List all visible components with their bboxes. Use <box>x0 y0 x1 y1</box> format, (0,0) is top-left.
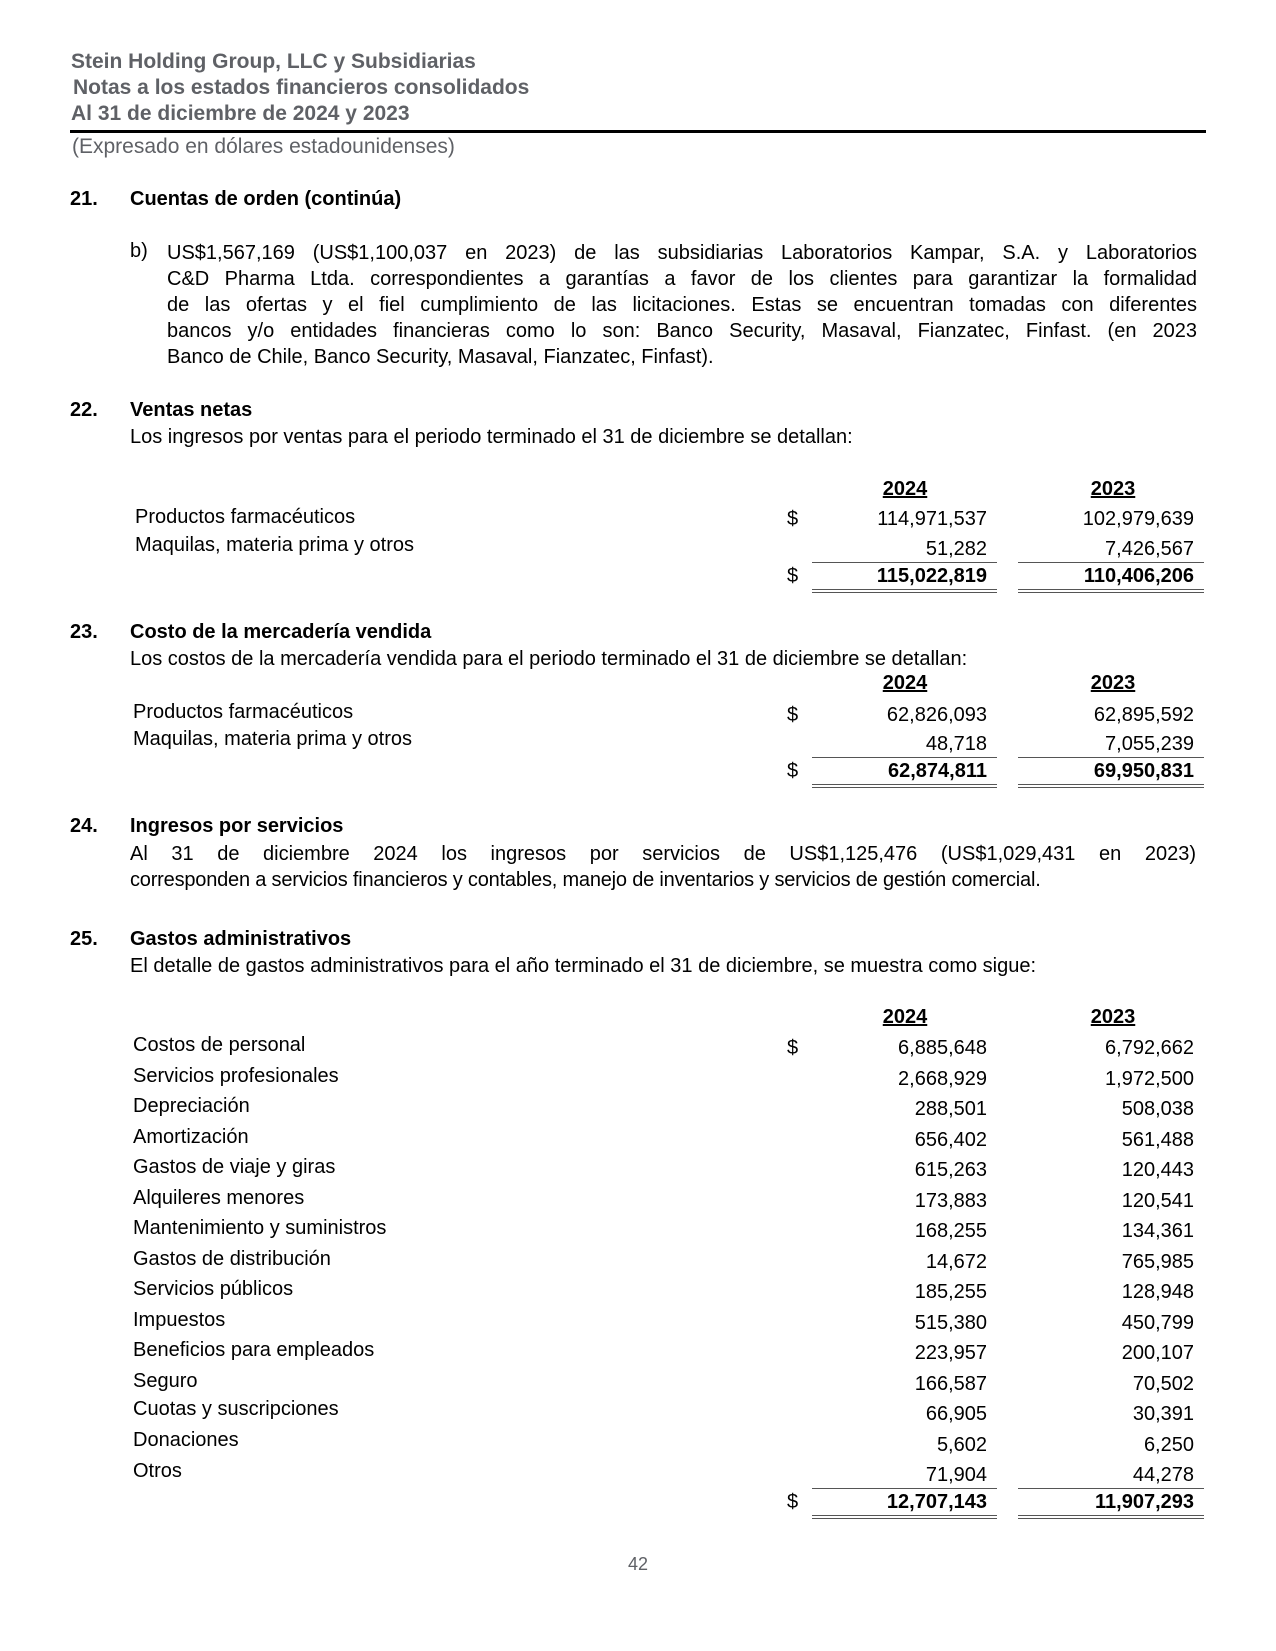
total-double-rule <box>812 1515 997 1519</box>
note-22-row-label: Productos farmacéuticos <box>135 506 356 528</box>
expense-value-2024: 66,905 <box>925 1403 987 1425</box>
expense-value-2023: 128,948 <box>1121 1281 1194 1303</box>
expense-value-2024: 6,885,648 <box>898 1037 987 1059</box>
expense-row-label: Cuotas y suscripciones <box>133 1398 339 1420</box>
expense-value-2024: 615,263 <box>914 1159 987 1181</box>
expense-value-2024: 223,957 <box>914 1342 987 1364</box>
note-25-total-2023: 11,907,293 <box>1095 1491 1194 1513</box>
expense-value-2023: 1,972,500 <box>1105 1068 1194 1090</box>
note-21-title: Cuentas de orden (continúa) <box>130 188 402 210</box>
note-22-row-label: Maquilas, materia prima y otros <box>135 534 414 556</box>
expense-value-2023: 765,985 <box>1121 1251 1194 1273</box>
note-23-value-2023: 7,055,239 <box>1105 733 1194 755</box>
note-22-value-2023: 102,979,639 <box>1082 508 1194 530</box>
note-23-col-2023: 2023 <box>1090 672 1136 694</box>
company-name: Stein Holding Group, LLC y Subsidiarias <box>71 50 476 73</box>
expense-value-2023: 200,107 <box>1121 1342 1194 1364</box>
document-title: Notas a los estados financieros consolidados <box>73 76 530 99</box>
subtotal-rule <box>812 757 997 758</box>
subtotal-rule <box>812 1488 997 1489</box>
expense-row-label: Servicios profesionales <box>133 1065 339 1087</box>
expense-row-label: Seguro <box>133 1370 198 1392</box>
note-24-title: Ingresos por servicios <box>130 815 344 837</box>
currency-symbol: $ <box>787 760 799 782</box>
note-23-row-label: Productos farmacéuticos <box>133 701 354 723</box>
expense-row-label: Otros <box>133 1460 182 1482</box>
subtotal-rule <box>1018 757 1204 758</box>
note-25-intro: El detalle de gastos administrativos para el año terminado el 31 de diciembre, se muestra como sigue: <box>130 955 1037 977</box>
expense-value-2023: 44,278 <box>1132 1464 1194 1486</box>
expense-row-label: Mantenimiento y suministros <box>133 1217 387 1239</box>
expense-row-label: Alquileres menores <box>133 1187 305 1209</box>
note-24-line-1: Al 31 de diciembre 2024 los ingresos por servicios de US$1,125,476 (US$1,029,431 en 2023) <box>130 843 1196 865</box>
total-double-rule <box>812 589 997 593</box>
note-22-value-2024: 114,971,537 <box>877 508 987 530</box>
report-date: Al 31 de diciembre de 2024 y 2023 <box>71 102 410 125</box>
subtotal-rule <box>1018 1488 1204 1489</box>
note-23-value-2024: 48,718 <box>925 733 987 755</box>
note-21-line: US$1,567,169 (US$1,100,037 en 2023) de las subsidiarias Laboratorios Kampar, S.A. y Laboratorios <box>167 242 1197 264</box>
currency-note: (Expresado en dólares estadounidenses) <box>72 135 455 158</box>
expense-value-2024: 14,672 <box>925 1251 987 1273</box>
subtotal-rule <box>812 562 997 563</box>
currency-symbol: $ <box>787 704 799 726</box>
expense-value-2023: 6,250 <box>1143 1434 1194 1456</box>
note-25-number: 25. <box>70 928 98 950</box>
note-23-col-2024: 2024 <box>882 672 928 694</box>
expense-value-2024: 166,587 <box>914 1373 987 1395</box>
expense-row-label: Impuestos <box>133 1309 226 1331</box>
expense-value-2023: 6,792,662 <box>1105 1037 1194 1059</box>
expense-row-label: Depreciación <box>133 1095 250 1117</box>
note-22-col-2024: 2024 <box>882 478 928 500</box>
note-22-intro: Los ingresos por ventas para el periodo terminado el 31 de diciembre se detallan: <box>130 426 853 448</box>
page-number: 42 <box>627 1554 649 1574</box>
currency-symbol: $ <box>787 565 799 587</box>
note-23-value-2023: 62,895,592 <box>1093 704 1194 726</box>
note-22-total-2023: 110,406,206 <box>1083 565 1194 587</box>
note-21-item-marker: b) <box>130 240 148 262</box>
expense-value-2023: 30,391 <box>1132 1403 1194 1425</box>
note-22-col-2023: 2023 <box>1090 478 1136 500</box>
total-double-rule <box>1018 589 1204 593</box>
note-21-line: bancos y/o entidades financieras como lo son: Banco Security, Masaval, Fianzatec, Finfast. (en 2023 <box>167 320 1197 342</box>
note-22-title: Ventas netas <box>130 399 253 421</box>
note-23-number: 23. <box>70 621 98 643</box>
note-22-total-2024: 115,022,819 <box>876 565 987 587</box>
note-22-value-2023: 7,426,567 <box>1105 538 1194 560</box>
expense-value-2023: 450,799 <box>1121 1312 1194 1334</box>
note-22-value-2024: 51,282 <box>925 538 987 560</box>
expense-value-2024: 2,668,929 <box>898 1068 987 1090</box>
note-23-value-2024: 62,826,093 <box>886 704 987 726</box>
expense-value-2023: 120,541 <box>1121 1190 1194 1212</box>
note-21-line: C&D Pharma Ltda. correspondientes a garantías a favor de los clientes para garantizar la formalidad <box>167 268 1197 290</box>
expense-value-2024: 71,904 <box>925 1464 987 1486</box>
note-23-total-2024: 62,874,811 <box>888 760 987 782</box>
expense-value-2023: 508,038 <box>1121 1098 1194 1120</box>
total-double-rule <box>1018 784 1204 788</box>
expense-row-label: Gastos de distribución <box>133 1248 331 1270</box>
expense-value-2023: 561,488 <box>1121 1129 1194 1151</box>
note-25-total-2024: 12,707,143 <box>886 1491 987 1513</box>
expense-value-2024: 515,380 <box>914 1312 987 1334</box>
total-double-rule <box>812 784 997 788</box>
note-23-row-label: Maquilas, materia prima y otros <box>133 728 412 750</box>
note-23-title: Costo de la mercadería vendida <box>130 621 432 643</box>
expense-value-2023: 134,361 <box>1121 1220 1194 1242</box>
expense-value-2024: 5,602 <box>936 1434 987 1456</box>
currency-symbol: $ <box>787 1491 799 1513</box>
expense-value-2024: 656,402 <box>914 1129 987 1151</box>
note-25-col-2024: 2024 <box>882 1006 928 1028</box>
expense-value-2024: 168,255 <box>914 1220 987 1242</box>
note-24-line-2: corresponden a servicios financieros y contables, manejo de inventarios y servicios de gestión comercial. <box>130 869 1041 891</box>
expense-value-2024: 288,501 <box>914 1098 987 1120</box>
subtotal-rule <box>1018 562 1204 563</box>
expense-value-2024: 185,255 <box>914 1281 987 1303</box>
note-21-paragraph <box>167 240 1197 370</box>
expense-row-label: Costos de personal <box>133 1034 306 1056</box>
expense-value-2023: 120,443 <box>1121 1159 1194 1181</box>
note-21-line: Banco de Chile, Banco Security, Masaval, Fianzatec, Finfast). <box>167 346 714 368</box>
note-21-line: de las ofertas y el fiel cumplimiento de las licitaciones. Estas se encuentran tomadas con diferentes <box>167 294 1197 316</box>
expense-value-2023: 70,502 <box>1132 1373 1194 1395</box>
note-25-title: Gastos administrativos <box>130 928 352 950</box>
note-21-number: 21. <box>70 188 98 210</box>
total-double-rule <box>1018 1515 1204 1519</box>
note-22-number: 22. <box>70 399 98 421</box>
expense-value-2024: 173,883 <box>914 1190 987 1212</box>
note-24-number: 24. <box>70 815 98 837</box>
currency-symbol: $ <box>787 1037 799 1059</box>
expense-row-label: Gastos de viaje y giras <box>133 1156 336 1178</box>
header-rule <box>70 130 1206 133</box>
note-25-col-2023: 2023 <box>1090 1006 1136 1028</box>
expense-row-label: Beneficios para empleados <box>133 1339 375 1361</box>
expense-row-label: Servicios públicos <box>133 1278 294 1300</box>
note-23-total-2023: 69,950,831 <box>1093 760 1194 782</box>
expense-row-label: Amortización <box>133 1126 249 1148</box>
currency-symbol: $ <box>787 508 799 530</box>
expense-row-label: Donaciones <box>133 1429 239 1451</box>
note-23-intro: Los costos de la mercadería vendida para el periodo terminado el 31 de diciembre se detallan: <box>130 648 968 670</box>
